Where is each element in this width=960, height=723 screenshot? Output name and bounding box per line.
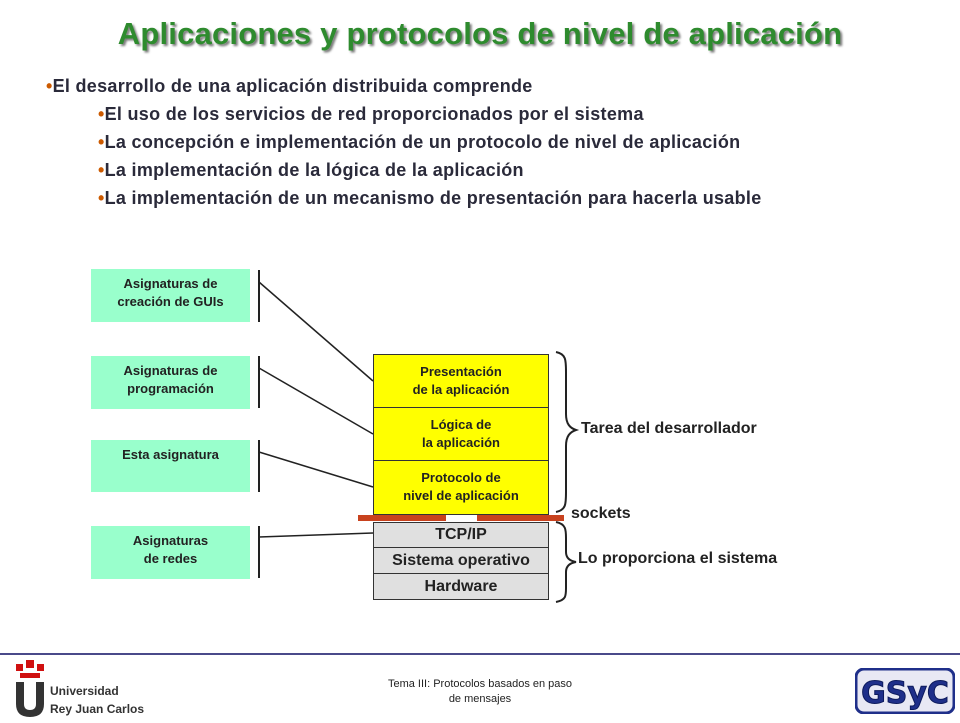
bullet-sub-text: La implementación de un mecanismo de presentación para hacerla usable: [104, 188, 762, 208]
connector-line: [259, 282, 373, 381]
gsyc-logo-icon: [855, 668, 955, 714]
developer-brace: [556, 352, 576, 512]
bullet-sub-text: La concepción e implementación de un protocolo de nivel de aplicación: [104, 132, 741, 152]
subject-box-this-course: [91, 440, 250, 492]
subject-line: Esta asignatura: [122, 447, 219, 462]
subject-line: Asignaturas de: [123, 276, 218, 291]
layer-os: Sistema operativo: [373, 547, 549, 574]
gsyc-logo-text: GSyC: [861, 676, 949, 711]
layer-line: nivel de aplicación: [403, 488, 519, 503]
connector-line: [259, 368, 373, 434]
system-label: Lo proporciona el sistema: [578, 550, 778, 567]
socket-bar: [477, 515, 564, 521]
layer-line: de la aplicación: [412, 382, 510, 397]
bullet-sub-text: La implementación de la lógica de la aplicación: [104, 160, 524, 180]
footer-caption: [330, 677, 630, 707]
footer-divider: [0, 653, 960, 655]
system-brace: [556, 522, 576, 602]
layer-line: Protocolo de: [421, 470, 501, 485]
layer-hardware: Hardware: [373, 573, 549, 600]
subject-line: Asignaturas: [132, 533, 209, 548]
connector-line: [259, 533, 373, 537]
bullet-dot: •: [98, 188, 105, 208]
connector-line: [259, 452, 373, 487]
layer-logic: [373, 407, 549, 461]
sockets-label: sockets: [571, 505, 631, 522]
subject-line: Asignaturas de: [123, 363, 218, 378]
layer-protocol: [373, 460, 549, 515]
subject-line: creación de GUIs: [117, 294, 224, 309]
gsyc-logo: [855, 668, 955, 719]
layer-presentation: [373, 354, 549, 408]
footer-line-2: de mensajes: [448, 693, 512, 705]
bullet-sub-text: El uso de los servicios de red proporcionados por el sistema: [104, 104, 644, 124]
developer-label: Tarea del desarrollador: [581, 420, 757, 437]
socket-bar: [358, 515, 446, 521]
subject-line: de redes: [143, 551, 198, 566]
slide-title: Aplicaciones y protocolos de nivel de aplicación: [117, 16, 843, 51]
layer-line: Presentación: [420, 364, 502, 379]
bullet-dot: •: [98, 160, 105, 180]
layer-line: Lógica de: [430, 417, 492, 432]
urjc-emblem-icon: [10, 660, 50, 718]
subject-box-gui: [91, 269, 250, 322]
subject-box-networks: [91, 526, 250, 579]
subject-line: programación: [127, 381, 214, 396]
university-logo: [10, 660, 50, 723]
subject-box-programming: [91, 356, 250, 409]
university-name-1: Universidad: [50, 684, 119, 698]
footer-line-1: Tema III: Protocolos basados en paso: [387, 678, 573, 690]
layer-line: la aplicación: [421, 435, 501, 450]
bullet-dot: •: [46, 76, 53, 96]
bullet-dot: •: [98, 132, 105, 152]
layer-tcpip: TCP/IP: [373, 522, 549, 548]
university-name-2: Rey Juan Carlos: [50, 702, 145, 716]
bullet-main-text: El desarrollo de una aplicación distribuida comprende: [52, 76, 533, 96]
bullet-dot: •: [98, 104, 105, 124]
